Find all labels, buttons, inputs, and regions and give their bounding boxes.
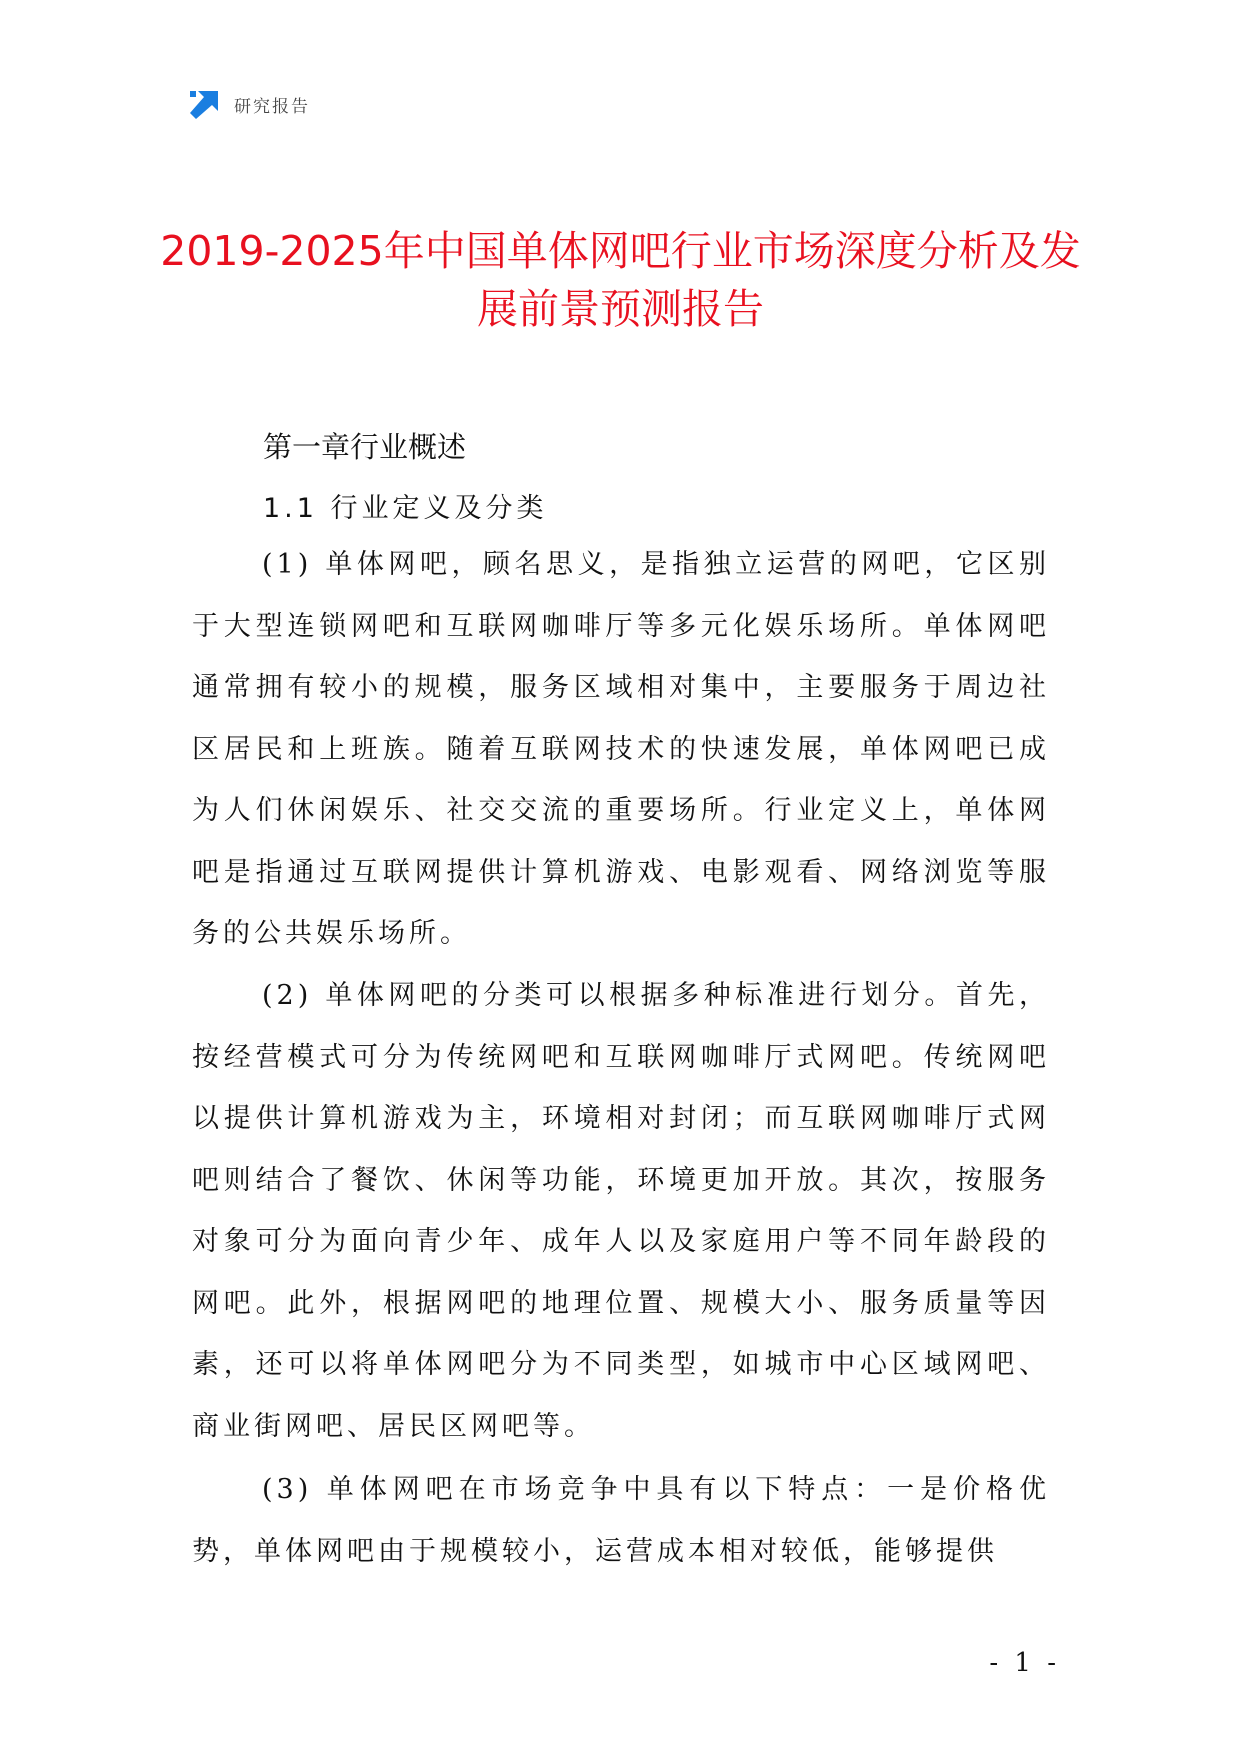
page-header: [190, 88, 310, 120]
chapter-heading: 第一章行业概述: [263, 430, 467, 464]
arrow-up-right-icon: [190, 89, 220, 119]
header-label: 研究报告: [234, 96, 310, 117]
section-heading: 1.1 行业定义及分类: [263, 493, 548, 524]
paragraph-2: (2) 单体网吧的分类可以根据多种标准进行划分。首先，按经营模式可分为传统网吧和互联网咖啡厅式网吧。传统网吧以提供计算机游戏为主，环境相对封闭；而互联网咖啡厅式网吧则结合了餐饮、休闲等功能，环境更加开放。其次，按服务对象可分为面向青少年、成年人以及家庭用户等不同年龄段的网吧。此外，根据网吧的地理位置、规模大小、服务质量等因素，还可以将单体网吧分为不同类型，如城市中心区域网吧、商业街网吧、居民区网吧等。: [192, 980, 1050, 1442]
paragraph-3: (3) 单体网吧在市场竞争中具有以下特点：一是价格优势，单体网吧由于规模较小，运营成本相对较低，能够提供: [192, 1474, 1050, 1567]
page-number: - 1 -: [989, 1648, 1060, 1678]
paragraph-1: (1) 单体网吧，顾名思义，是指独立运营的网吧，它区别于大型连锁网吧和互联网咖啡厅等多元化娱乐场所。单体网吧通常拥有较小的规模，服务区域相对集中，主要服务于周边社区居民和上班族。随着互联网技术的快速发展，单体网吧已成为人们休闲娱乐、社交交流的重要场所。行业定义上，单体网吧是指通过互联网提供计算机游戏、电影观看、网络浏览等服务的公共娱乐场所。: [192, 549, 1050, 949]
document-title: 2019-2025年中国单体网吧行业市场深度分析及发展前景预测报告: [160, 227, 1081, 333]
